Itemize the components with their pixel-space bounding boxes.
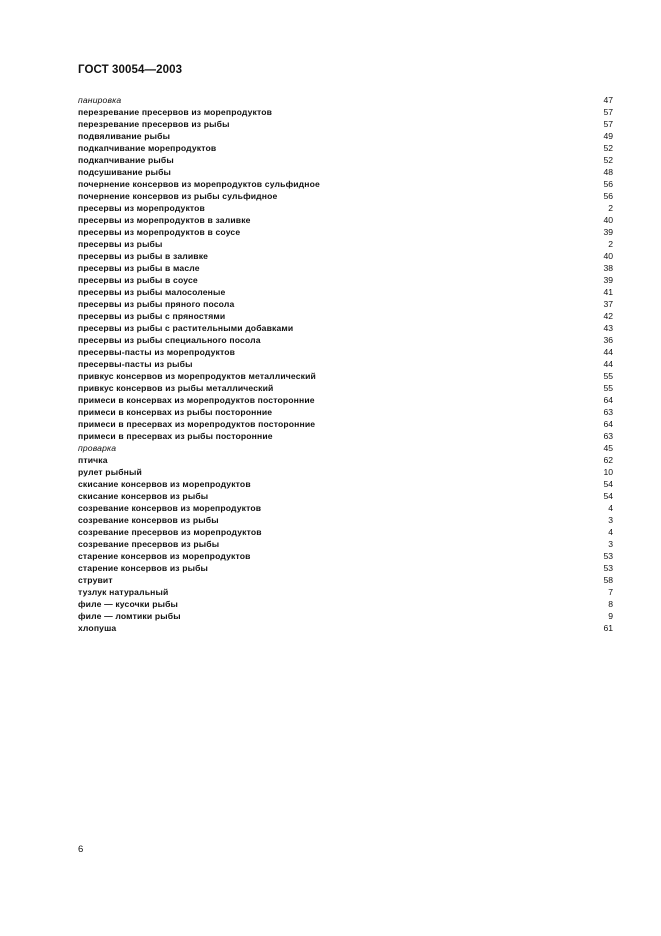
index-page-ref: 42 xyxy=(603,311,613,321)
index-entry xyxy=(78,382,613,394)
index-entry xyxy=(78,562,613,574)
index-entry xyxy=(78,526,613,538)
index-page-ref: 40 xyxy=(603,251,613,261)
index-page-ref: 38 xyxy=(603,263,613,273)
index-page-ref: 61 xyxy=(603,623,613,633)
index-term: созревание пресервов из рыбы xyxy=(78,539,220,549)
index-page-ref: 40 xyxy=(603,215,613,225)
index-term: подвяливание рыбы xyxy=(78,131,171,141)
index-term: струвит xyxy=(78,575,113,585)
index-entry xyxy=(78,538,613,550)
index-page-ref: 62 xyxy=(603,455,613,465)
index-page-ref: 56 xyxy=(603,191,613,201)
index-page-ref: 39 xyxy=(603,275,613,285)
index-entry xyxy=(78,370,613,382)
index-entry xyxy=(78,118,613,130)
index-page-ref: 57 xyxy=(603,119,613,129)
index-page-ref: 55 xyxy=(603,383,613,393)
index-term: пресервы из рыбы в заливке xyxy=(78,251,209,261)
index-entry xyxy=(78,238,613,250)
index-term: пресервы из рыбы в масле xyxy=(78,263,200,273)
index-term: скисание консервов из рыбы xyxy=(78,491,209,501)
index-page-ref: 2 xyxy=(608,239,613,249)
index-page-ref: 3 xyxy=(608,515,613,525)
index-page-ref: 7 xyxy=(608,587,613,597)
index-term: привкус консервов из морепродуктов металлический xyxy=(78,371,316,381)
index-term: примеси в пресервах из морепродуктов посторонние xyxy=(78,419,316,429)
index-entry xyxy=(78,274,613,286)
index-term: примеси в консервах из рыбы посторонние xyxy=(78,407,273,417)
index-page-ref: 64 xyxy=(603,395,613,405)
index-term: созревание пресервов из морепродуктов xyxy=(78,527,262,537)
index-entry xyxy=(78,490,613,502)
index-term: старение консервов из рыбы xyxy=(78,563,209,573)
index-page-ref: 48 xyxy=(603,167,613,177)
index-page-ref: 44 xyxy=(603,347,613,357)
index-page-ref: 54 xyxy=(603,479,613,489)
document-header: ГОСТ 30054—2003 xyxy=(78,64,183,76)
index-term: пресервы из рыбы с пряностями xyxy=(78,311,226,321)
index-entry xyxy=(78,250,613,262)
index-page-ref: 39 xyxy=(603,227,613,237)
index-term: панировка xyxy=(78,95,122,105)
index-term: пресервы из рыбы специального посола xyxy=(78,335,261,345)
index-term: проварка xyxy=(78,443,117,453)
index-page-ref: 52 xyxy=(603,155,613,165)
index-term: подкапчивание рыбы xyxy=(78,155,174,165)
index-term: созревание консервов из морепродуктов xyxy=(78,503,262,513)
index-term: старение консервов из морепродуктов xyxy=(78,551,251,561)
index-entry xyxy=(78,502,613,514)
index-term: привкус консервов из рыбы металлический xyxy=(78,383,274,393)
index-page-ref: 45 xyxy=(603,443,613,453)
index-entry xyxy=(78,286,613,298)
index-term: филе — кусочки рыбы xyxy=(78,599,179,609)
index-term: скисание консервов из морепродуктов xyxy=(78,479,251,489)
index-page-ref: 43 xyxy=(603,323,613,333)
index-page-ref: 10 xyxy=(603,467,613,477)
index-entry xyxy=(78,298,613,310)
index-entry xyxy=(78,166,613,178)
index-term: филе — ломтики рыбы xyxy=(78,611,181,621)
index-page-ref: 2 xyxy=(608,203,613,213)
index-page-ref: 53 xyxy=(603,563,613,573)
index-page-ref: 4 xyxy=(608,527,613,537)
index-term: почернение консервов из рыбы сульфидное xyxy=(78,191,278,201)
index-entry xyxy=(78,358,613,370)
index-page-ref: 37 xyxy=(603,299,613,309)
index-term: пресервы из морепродуктов в заливке xyxy=(78,215,251,225)
index-entry xyxy=(78,334,613,346)
index-entry xyxy=(78,394,613,406)
index-entry xyxy=(78,418,613,430)
index-entry xyxy=(78,454,613,466)
index-term: пресервы из морепродуктов в соусе xyxy=(78,227,241,237)
index-entry xyxy=(78,598,613,610)
index-entry xyxy=(78,130,613,142)
index-term: хлопуша xyxy=(78,623,117,633)
index-page-ref: 4 xyxy=(608,503,613,513)
index-page-ref: 53 xyxy=(603,551,613,561)
index-entry xyxy=(78,178,613,190)
index-page-ref: 64 xyxy=(603,419,613,429)
index-term: рулет рыбный xyxy=(78,467,142,477)
index-page-ref: 44 xyxy=(603,359,613,369)
index-entry xyxy=(78,586,613,598)
index-entry xyxy=(78,622,613,634)
index-page-ref: 54 xyxy=(603,491,613,501)
index-term: тузлук натуральный xyxy=(78,587,169,597)
index-term: примеси в пресервах из рыбы посторонние xyxy=(78,431,273,441)
index-entry xyxy=(78,106,613,118)
index-entry xyxy=(78,202,613,214)
index-page-ref: 36 xyxy=(603,335,613,345)
index-entry xyxy=(78,94,613,106)
index-entry xyxy=(78,142,613,154)
index-page-ref: 41 xyxy=(603,287,613,297)
page-number: 6 xyxy=(78,844,84,855)
index-term: пресервы из рыбы с растительными добавками xyxy=(78,323,294,333)
index-entry xyxy=(78,466,613,478)
index-term: пресервы из рыбы xyxy=(78,239,163,249)
index-term: перезревание пресервов из рыбы xyxy=(78,119,230,129)
index-term: пресервы из рыбы малосоленые xyxy=(78,287,226,297)
index-page-ref: 63 xyxy=(603,431,613,441)
index-page-ref: 8 xyxy=(608,599,613,609)
index-page-ref: 49 xyxy=(603,131,613,141)
index-entry xyxy=(78,226,613,238)
index-entry xyxy=(78,406,613,418)
index-term: почернение консервов из морепродуктов сульфидное xyxy=(78,179,320,189)
index-term: пресервы из рыбы в соусе xyxy=(78,275,198,285)
index-entry xyxy=(78,574,613,586)
index-page-ref: 58 xyxy=(603,575,613,585)
index-term: примеси в консервах из морепродуктов посторонние xyxy=(78,395,315,405)
index-term: пресервы из морепродуктов xyxy=(78,203,205,213)
index-entry xyxy=(78,550,613,562)
index-term: подсушивание рыбы xyxy=(78,167,172,177)
index-entry xyxy=(78,514,613,526)
index-entry xyxy=(78,322,613,334)
index-page-ref: 3 xyxy=(608,539,613,549)
index-entry xyxy=(78,610,613,622)
index-entry xyxy=(78,346,613,358)
index-page-ref: 55 xyxy=(603,371,613,381)
index-term: пресервы-пасты из рыбы xyxy=(78,359,193,369)
index-term: созревание консервов из рыбы xyxy=(78,515,219,525)
index-page-ref: 57 xyxy=(603,107,613,117)
index-term: подкапчивание морепродуктов xyxy=(78,143,217,153)
index-page-ref: 47 xyxy=(603,95,613,105)
index-entry xyxy=(78,262,613,274)
index-term: перезревание пресервов из морепродуктов xyxy=(78,107,273,117)
index-entry xyxy=(78,214,613,226)
alphabetical-index xyxy=(78,94,613,634)
index-term: пресервы-пасты из морепродуктов xyxy=(78,347,236,357)
index-page-ref: 9 xyxy=(608,611,613,621)
index-term: пресервы из рыбы пряного посола xyxy=(78,299,235,309)
index-page-ref: 63 xyxy=(603,407,613,417)
index-entry xyxy=(78,190,613,202)
index-entry xyxy=(78,442,613,454)
index-term: птичка xyxy=(78,455,108,465)
index-entry xyxy=(78,478,613,490)
index-entry xyxy=(78,310,613,322)
index-page-ref: 56 xyxy=(603,179,613,189)
index-page-ref: 52 xyxy=(603,143,613,153)
index-entry xyxy=(78,154,613,166)
index-entry xyxy=(78,430,613,442)
